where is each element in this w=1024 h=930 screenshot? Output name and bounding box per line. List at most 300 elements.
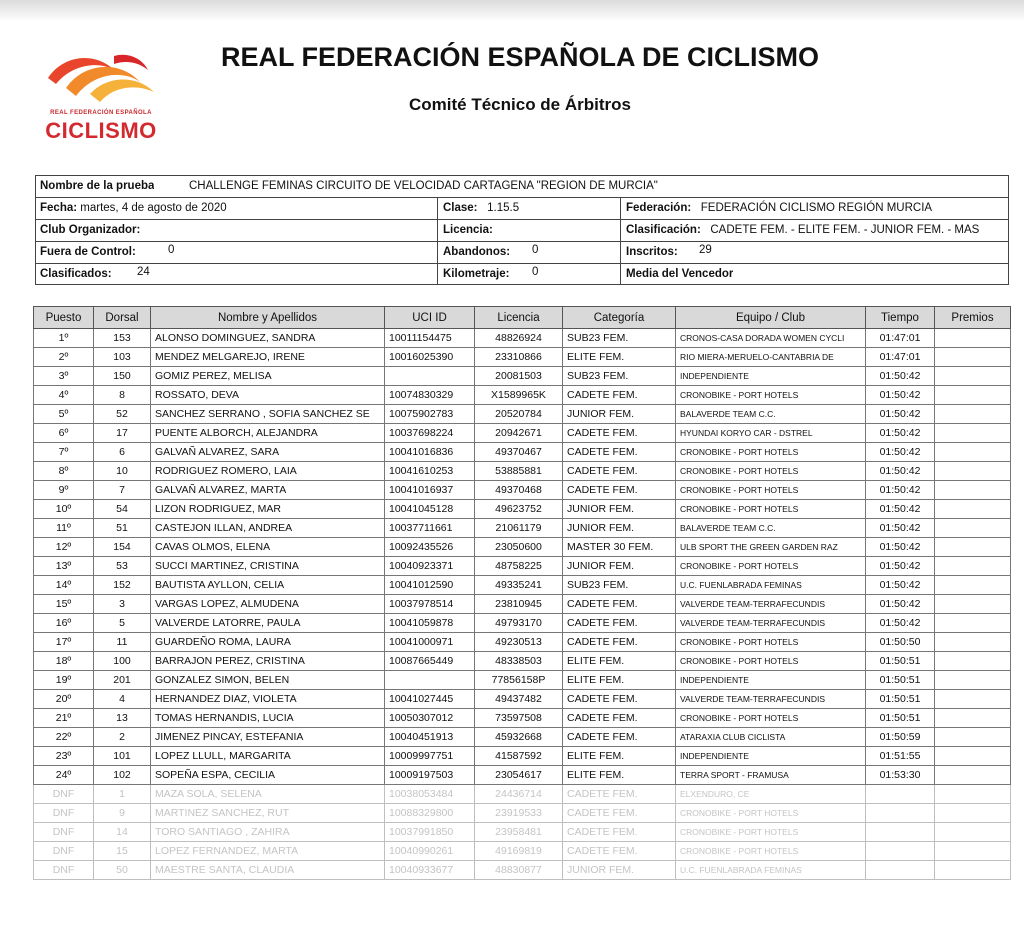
uci-id-cell: 10041000971 <box>385 633 475 652</box>
nombre-cell: CAVAS OLMOS, ELENA <box>151 538 385 557</box>
dorsal-cell: 13 <box>94 709 151 728</box>
equipo-cell: U.C. FUENLABRADA FEMINAS <box>676 861 866 880</box>
dorsal-cell: 201 <box>94 671 151 690</box>
rfec-logo <box>38 48 164 148</box>
puesto-cell: 1º <box>34 329 94 348</box>
categoria-cell: CADETE FEM. <box>563 462 676 481</box>
puesto-cell: 23º <box>34 747 94 766</box>
premios-cell <box>935 557 1011 576</box>
nombre-cell: HERNANDEZ DIAZ, VIOLETA <box>151 690 385 709</box>
premios-cell <box>935 861 1011 880</box>
nombre-cell: SOPEÑA ESPA, CECILIA <box>151 766 385 785</box>
tiempo-cell <box>866 861 935 880</box>
licencia-cell: 49230513 <box>475 633 563 652</box>
nombre-cell: BARRAJON PEREZ, CRISTINA <box>151 652 385 671</box>
categoria-cell: SUB23 FEM. <box>563 329 676 348</box>
premios-cell <box>935 405 1011 424</box>
premios-cell <box>935 785 1011 804</box>
puesto-cell: 15º <box>34 595 94 614</box>
table-row <box>34 861 1011 880</box>
prueba-label: Nombre de la prueba <box>40 180 155 192</box>
equipo-cell: CRONOBIKE - PORT HOTELS <box>676 823 866 842</box>
categoria-cell: ELITE FEM. <box>563 747 676 766</box>
premios-cell <box>935 595 1011 614</box>
premios-cell <box>935 481 1011 500</box>
puesto-cell: DNF <box>34 823 94 842</box>
page-title: REAL FEDERACIÓN ESPAÑOLA DE CICLISMO <box>220 42 820 72</box>
puesto-cell: 24º <box>34 766 94 785</box>
table-row <box>34 766 1011 785</box>
licencia-cell: 48830877 <box>475 861 563 880</box>
dorsal-cell: 51 <box>94 519 151 538</box>
uci-id-cell: 10038053484 <box>385 785 475 804</box>
dorsal-cell: 8 <box>94 386 151 405</box>
nombre-cell: GUARDEÑO ROMA, LAURA <box>151 633 385 652</box>
uci-id-cell: 10040990261 <box>385 842 475 861</box>
header-categoria: Categoría <box>563 307 676 329</box>
uci-id-cell <box>385 671 475 690</box>
uci-id-cell: 10041012590 <box>385 576 475 595</box>
premios-cell <box>935 576 1011 595</box>
premios-cell <box>935 367 1011 386</box>
equipo-cell: CRONOBIKE - PORT HOTELS <box>676 386 866 405</box>
categoria-cell: CADETE FEM. <box>563 690 676 709</box>
puesto-cell: 16º <box>34 614 94 633</box>
equipo-cell: CRONOBIKE - PORT HOTELS <box>676 500 866 519</box>
equipo-cell: U.C. FUENLABRADA FEMINAS <box>676 576 866 595</box>
logo-big-text: CICLISMO <box>45 118 157 143</box>
dorsal-cell: 2 <box>94 728 151 747</box>
info-row-clasificados <box>36 263 1008 285</box>
categoria-cell: CADETE FEM. <box>563 785 676 804</box>
equipo-cell: HYUNDAI KORYO CAR - DSTREL <box>676 424 866 443</box>
premios-cell <box>935 842 1011 861</box>
nombre-cell: MAZA SOLA, SELENA <box>151 785 385 804</box>
categoria-cell: ELITE FEM. <box>563 766 676 785</box>
equipo-cell: CRONOBIKE - PORT HOTELS <box>676 557 866 576</box>
licencia-cell: 48338503 <box>475 652 563 671</box>
categoria-cell: ELITE FEM. <box>563 671 676 690</box>
licencia-cell: 73597508 <box>475 709 563 728</box>
nombre-cell: PUENTE ALBORCH, ALEJANDRA <box>151 424 385 443</box>
uci-id-cell: 10009997751 <box>385 747 475 766</box>
dorsal-cell: 6 <box>94 443 151 462</box>
table-row <box>34 671 1011 690</box>
abandonos-value: 0 <box>532 244 539 256</box>
media-label: Media del Vencedor <box>626 268 734 280</box>
uci-id-cell: 10037991850 <box>385 823 475 842</box>
tiempo-cell: 01:47:01 <box>866 329 935 348</box>
puesto-cell: 18º <box>34 652 94 671</box>
equipo-cell: BALAVERDE TEAM C.C. <box>676 519 866 538</box>
clasificacion-value: CADETE FEM. - ELITE FEM. - JUNIOR FEM. - MAS <box>710 224 980 236</box>
table-row <box>34 576 1011 595</box>
tiempo-cell: 01:50:42 <box>866 614 935 633</box>
equipo-cell: INDEPENDIENTE <box>676 747 866 766</box>
uci-id-cell: 10040451913 <box>385 728 475 747</box>
licencia-cell: 41587592 <box>475 747 563 766</box>
categoria-cell: JUNIOR FEM. <box>563 861 676 880</box>
categoria-cell: JUNIOR FEM. <box>563 405 676 424</box>
dorsal-cell: 9 <box>94 804 151 823</box>
nombre-cell: ALONSO DOMINGUEZ, SANDRA <box>151 329 385 348</box>
categoria-cell: MASTER 30 FEM. <box>563 538 676 557</box>
table-row <box>34 709 1011 728</box>
tiempo-cell: 01:50:42 <box>866 576 935 595</box>
premios-cell <box>935 709 1011 728</box>
categoria-cell: ELITE FEM. <box>563 652 676 671</box>
tiempo-cell: 01:50:42 <box>866 386 935 405</box>
page-subtitle: Comité Técnico de Árbitros <box>409 95 631 114</box>
licencia-cell: 77856158P <box>475 671 563 690</box>
dorsal-cell: 5 <box>94 614 151 633</box>
nombre-cell: GONZALEZ SIMON, BELEN <box>151 671 385 690</box>
uci-id-cell: 10040923371 <box>385 557 475 576</box>
licencia-cell: 21061179 <box>475 519 563 538</box>
header-puesto: Puesto <box>34 307 94 329</box>
premios-cell <box>935 633 1011 652</box>
tiempo-cell: 01:50:42 <box>866 538 935 557</box>
nombre-cell: VARGAS LOPEZ, ALMUDENA <box>151 595 385 614</box>
table-row <box>34 785 1011 804</box>
info-divider <box>437 197 438 285</box>
nombre-cell: MENDEZ MELGAREJO, IRENE <box>151 348 385 367</box>
table-row <box>34 728 1011 747</box>
equipo-cell: CRONOBIKE - PORT HOTELS <box>676 633 866 652</box>
premios-cell <box>935 424 1011 443</box>
tiempo-cell: 01:50:51 <box>866 690 935 709</box>
info-divider <box>620 197 621 285</box>
dorsal-cell: 11 <box>94 633 151 652</box>
uci-id-cell: 10088329800 <box>385 804 475 823</box>
table-row <box>34 500 1011 519</box>
clasificados-value: 24 <box>137 266 150 278</box>
equipo-cell: INDEPENDIENTE <box>676 671 866 690</box>
licencia-cell: 23310866 <box>475 348 563 367</box>
table-row <box>34 690 1011 709</box>
nombre-cell: MARTINEZ SANCHEZ, RUT <box>151 804 385 823</box>
licencia-cell: 49169819 <box>475 842 563 861</box>
categoria-cell: CADETE FEM. <box>563 823 676 842</box>
puesto-cell: 14º <box>34 576 94 595</box>
nombre-cell: MAESTRE SANTA, CLAUDIA <box>151 861 385 880</box>
dorsal-cell: 52 <box>94 405 151 424</box>
tiempo-cell: 01:50:42 <box>866 443 935 462</box>
uci-id-cell: 10050307012 <box>385 709 475 728</box>
puesto-cell: 10º <box>34 500 94 519</box>
dorsal-cell: 14 <box>94 823 151 842</box>
premios-cell <box>935 538 1011 557</box>
uci-id-cell: 10037978514 <box>385 595 475 614</box>
nombre-cell: LIZON RODRIGUEZ, MAR <box>151 500 385 519</box>
inscritos-value: 29 <box>699 244 712 256</box>
dorsal-cell: 50 <box>94 861 151 880</box>
info-row-club <box>36 219 1008 242</box>
results-body <box>34 329 1011 880</box>
premios-cell <box>935 652 1011 671</box>
dorsal-cell: 15 <box>94 842 151 861</box>
premios-cell <box>935 519 1011 538</box>
tiempo-cell: 01:50:42 <box>866 557 935 576</box>
uci-id-cell <box>385 367 475 386</box>
licencia-cell: 23958481 <box>475 823 563 842</box>
premios-cell <box>935 747 1011 766</box>
puesto-cell: 11º <box>34 519 94 538</box>
tiempo-cell <box>866 823 935 842</box>
tiempo-cell: 01:50:42 <box>866 481 935 500</box>
table-row <box>34 386 1011 405</box>
race-info-box <box>35 175 1009 285</box>
header-premios: Premios <box>935 307 1011 329</box>
table-header-row <box>34 307 1011 329</box>
equipo-cell: INDEPENDIENTE <box>676 367 866 386</box>
equipo-cell: ATARAXIA CLUB CICLISTA <box>676 728 866 747</box>
puesto-cell: DNF <box>34 804 94 823</box>
puesto-cell: DNF <box>34 842 94 861</box>
table-row <box>34 595 1011 614</box>
categoria-cell: CADETE FEM. <box>563 386 676 405</box>
equipo-cell: CRONOBIKE - PORT HOTELS <box>676 462 866 481</box>
tiempo-cell: 01:50:42 <box>866 424 935 443</box>
categoria-cell: SUB23 FEM. <box>563 576 676 595</box>
licencia-cell: 20942671 <box>475 424 563 443</box>
nombre-cell: BAUTISTA AYLLON, CELIA <box>151 576 385 595</box>
tiempo-cell: 01:50:50 <box>866 633 935 652</box>
info-row-prueba <box>36 176 1008 197</box>
table-row <box>34 405 1011 424</box>
nombre-cell: ROSSATO, DEVA <box>151 386 385 405</box>
uci-id-cell: 10092435526 <box>385 538 475 557</box>
premios-cell <box>935 443 1011 462</box>
categoria-cell: JUNIOR FEM. <box>563 519 676 538</box>
licencia-cell: 23919533 <box>475 804 563 823</box>
tiempo-cell: 01:50:51 <box>866 671 935 690</box>
table-row <box>34 424 1011 443</box>
tiempo-cell: 01:50:42 <box>866 462 935 481</box>
puesto-cell: 19º <box>34 671 94 690</box>
premios-cell <box>935 500 1011 519</box>
info-row-fecha <box>36 197 1008 220</box>
licencia-cell: 20081503 <box>475 367 563 386</box>
header-equipo: Equipo / Club <box>676 307 866 329</box>
table-row <box>34 652 1011 671</box>
dorsal-cell: 3 <box>94 595 151 614</box>
table-row <box>34 614 1011 633</box>
table-row <box>34 329 1011 348</box>
uci-id-cell: 10037698224 <box>385 424 475 443</box>
dorsal-cell: 154 <box>94 538 151 557</box>
equipo-cell: CRONOBIKE - PORT HOTELS <box>676 652 866 671</box>
licencia-cell: 24436714 <box>475 785 563 804</box>
premios-cell <box>935 348 1011 367</box>
licencia-cell: 49793170 <box>475 614 563 633</box>
table-row <box>34 481 1011 500</box>
categoria-cell: JUNIOR FEM. <box>563 557 676 576</box>
uci-id-cell: 10041027445 <box>385 690 475 709</box>
table-row <box>34 443 1011 462</box>
dorsal-cell: 17 <box>94 424 151 443</box>
tiempo-cell: 01:50:51 <box>866 652 935 671</box>
licencia-cell: 49335241 <box>475 576 563 595</box>
equipo-cell: RIO MIERA-MERUELO-CANTABRIA DE <box>676 348 866 367</box>
dorsal-cell: 7 <box>94 481 151 500</box>
puesto-cell: 22º <box>34 728 94 747</box>
km-label: Kilometraje: <box>443 268 510 280</box>
nombre-cell: GALVAÑ ALVAREZ, SARA <box>151 443 385 462</box>
premios-cell <box>935 823 1011 842</box>
premios-cell <box>935 671 1011 690</box>
puesto-cell: 20º <box>34 690 94 709</box>
uci-id-cell: 10016025390 <box>385 348 475 367</box>
nombre-cell: GOMIZ PEREZ, MELISA <box>151 367 385 386</box>
puesto-cell: DNF <box>34 861 94 880</box>
categoria-cell: JUNIOR FEM. <box>563 500 676 519</box>
info-row-fuera <box>36 241 1008 264</box>
tiempo-cell: 01:50:42 <box>866 367 935 386</box>
licencia-cell: 49370468 <box>475 481 563 500</box>
categoria-cell: CADETE FEM. <box>563 728 676 747</box>
header-uci-id: UCI ID <box>385 307 475 329</box>
categoria-cell: CADETE FEM. <box>563 614 676 633</box>
puesto-cell: 13º <box>34 557 94 576</box>
puesto-cell: 6º <box>34 424 94 443</box>
table-row <box>34 633 1011 652</box>
puesto-cell: 17º <box>34 633 94 652</box>
licencia-cell: 49623752 <box>475 500 563 519</box>
nombre-cell: SANCHEZ SERRANO , SOFIA SANCHEZ SE <box>151 405 385 424</box>
tiempo-cell: 01:53:30 <box>866 766 935 785</box>
table-row <box>34 538 1011 557</box>
licencia-cell: 20520784 <box>475 405 563 424</box>
table-row <box>34 348 1011 367</box>
dorsal-cell: 150 <box>94 367 151 386</box>
tiempo-cell: 01:50:51 <box>866 709 935 728</box>
puesto-cell: 3º <box>34 367 94 386</box>
uci-id-cell: 10011154475 <box>385 329 475 348</box>
club-label: Club Organizador: <box>40 224 141 236</box>
nombre-cell: GALVAÑ ALVAREZ, MARTA <box>151 481 385 500</box>
licencia-cell: 53885881 <box>475 462 563 481</box>
equipo-cell: CRONOS-CASA DORADA WOMEN CYCLI <box>676 329 866 348</box>
nombre-cell: RODRIGUEZ ROMERO, LAIA <box>151 462 385 481</box>
table-row <box>34 823 1011 842</box>
premios-cell <box>935 804 1011 823</box>
premios-cell <box>935 766 1011 785</box>
fuera-label: Fuera de Control: <box>40 246 136 258</box>
puesto-cell: 7º <box>34 443 94 462</box>
puesto-cell: 12º <box>34 538 94 557</box>
categoria-cell: CADETE FEM. <box>563 424 676 443</box>
tiempo-cell: 01:50:42 <box>866 500 935 519</box>
federacion-value: FEDERACIÓN CICLISMO REGIÓN MURCIA <box>700 202 933 214</box>
dorsal-cell: 4 <box>94 690 151 709</box>
premios-cell <box>935 614 1011 633</box>
nombre-cell: JIMENEZ PINCAY, ESTEFANIA <box>151 728 385 747</box>
clasificacion-label: Clasificación: <box>626 224 701 236</box>
tiempo-cell: 01:47:01 <box>866 348 935 367</box>
licencia-cell: 49437482 <box>475 690 563 709</box>
table-row <box>34 557 1011 576</box>
licencia-cell: 48758225 <box>475 557 563 576</box>
dorsal-cell: 152 <box>94 576 151 595</box>
puesto-cell: 8º <box>34 462 94 481</box>
logo-small-text: REAL FEDERACIÓN ESPAÑOLA <box>50 110 152 116</box>
premios-cell <box>935 690 1011 709</box>
federacion-label: Federación: <box>626 202 692 214</box>
uci-id-cell: 10041059878 <box>385 614 475 633</box>
equipo-cell: TERRA SPORT - FRAMUSA <box>676 766 866 785</box>
results-table <box>33 306 1011 880</box>
uci-id-cell: 10041045128 <box>385 500 475 519</box>
tiempo-cell: 01:50:59 <box>866 728 935 747</box>
equipo-cell: BALAVERDE TEAM C.C. <box>676 405 866 424</box>
fecha-label: Fecha: <box>40 202 78 214</box>
top-shadow <box>0 0 1024 22</box>
equipo-cell: ELXENDURO, CE <box>676 785 866 804</box>
puesto-cell: DNF <box>34 785 94 804</box>
dorsal-cell: 102 <box>94 766 151 785</box>
tiempo-cell <box>866 785 935 804</box>
premios-cell <box>935 462 1011 481</box>
header-tiempo: Tiempo <box>866 307 935 329</box>
premios-cell <box>935 728 1011 747</box>
header-dorsal: Dorsal <box>94 307 151 329</box>
tiempo-cell <box>866 804 935 823</box>
uci-id-cell: 10037711661 <box>385 519 475 538</box>
puesto-cell: 5º <box>34 405 94 424</box>
licencia-cell: 48826924 <box>475 329 563 348</box>
licencia-cell: 23810945 <box>475 595 563 614</box>
equipo-cell: VALVERDE TEAM-TERRAFECUNDIS <box>676 595 866 614</box>
inscritos-label: Inscritos: <box>626 246 678 258</box>
nombre-cell: TORO SANTIAGO , ZAHIRA <box>151 823 385 842</box>
categoria-cell: CADETE FEM. <box>563 709 676 728</box>
categoria-cell: CADETE FEM. <box>563 633 676 652</box>
tiempo-cell: 01:51:55 <box>866 747 935 766</box>
equipo-cell: ULB SPORT THE GREEN GARDEN RAZ <box>676 538 866 557</box>
categoria-cell: CADETE FEM. <box>563 595 676 614</box>
uci-id-cell: 10040933677 <box>385 861 475 880</box>
puesto-cell: 2º <box>34 348 94 367</box>
abandonos-label: Abandonos: <box>443 246 511 258</box>
fuera-value: 0 <box>168 244 175 256</box>
licencia-label: Licencia: <box>443 224 493 236</box>
table-row <box>34 747 1011 766</box>
tiempo-cell: 01:50:42 <box>866 405 935 424</box>
equipo-cell: CRONOBIKE - PORT HOTELS <box>676 709 866 728</box>
premios-cell <box>935 329 1011 348</box>
puesto-cell: 4º <box>34 386 94 405</box>
tiempo-cell: 01:50:42 <box>866 519 935 538</box>
table-row <box>34 367 1011 386</box>
equipo-cell: CRONOBIKE - PORT HOTELS <box>676 443 866 462</box>
cyclist-swoosh-icon <box>44 48 158 108</box>
categoria-cell: CADETE FEM. <box>563 842 676 861</box>
nombre-cell: SUCCI MARTINEZ, CRISTINA <box>151 557 385 576</box>
categoria-cell: ELITE FEM. <box>563 348 676 367</box>
nombre-cell: CASTEJON ILLAN, ANDREA <box>151 519 385 538</box>
licencia-cell: 23054617 <box>475 766 563 785</box>
prueba-value: CHALLENGE FEMINAS CIRCUITO DE VELOCIDAD CARTAGENA "REGION DE MURCIA" <box>189 180 658 192</box>
uci-id-cell: 10041610253 <box>385 462 475 481</box>
licencia-cell: 49370467 <box>475 443 563 462</box>
table-row <box>34 519 1011 538</box>
categoria-cell: CADETE FEM. <box>563 804 676 823</box>
tiempo-cell <box>866 842 935 861</box>
puesto-cell: 21º <box>34 709 94 728</box>
nombre-cell: LOPEZ FERNANDEZ, MARTA <box>151 842 385 861</box>
premios-cell <box>935 386 1011 405</box>
